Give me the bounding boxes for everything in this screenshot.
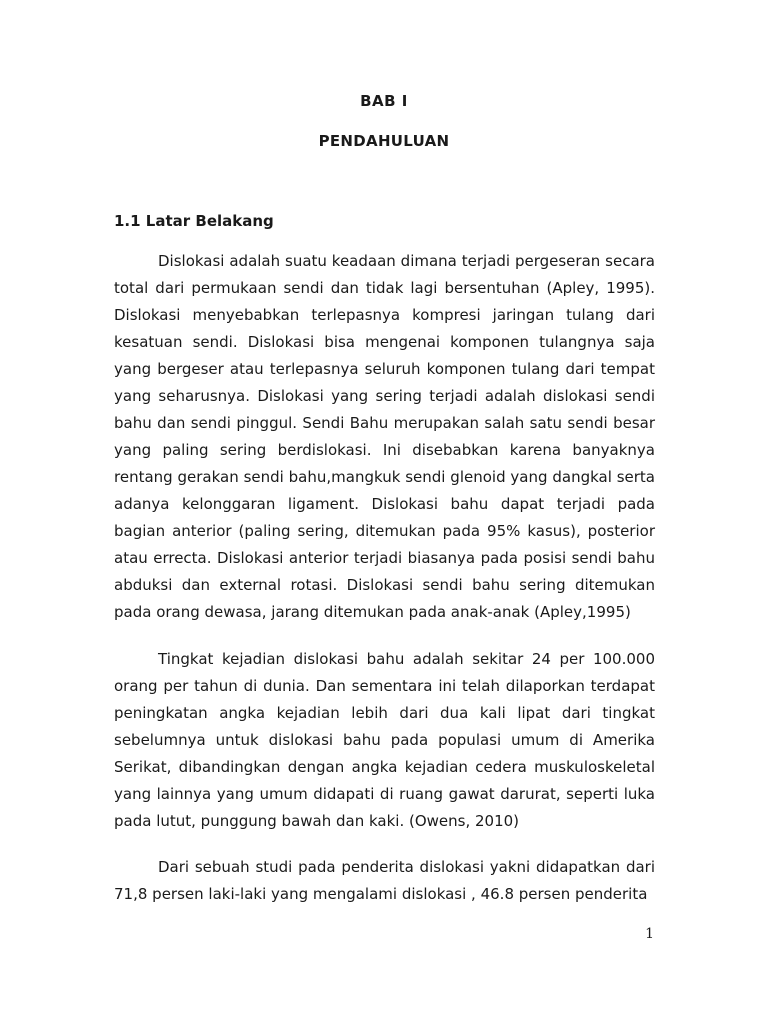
chapter-subtitle: PENDAHULUAN	[318, 132, 450, 150]
section-heading: 1.1 Latar Belakang	[114, 212, 274, 230]
chapter-title: BAB I	[360, 92, 408, 110]
paragraph: Dari sebuah studi pada penderita dislokasi yakni didapatkan dari 71,8 persen laki-laki yang mengalami dislokasi , 46.8 persen penderita	[114, 858, 655, 903]
paragraph: Tingkat kejadian dislokasi bahu adalah sekitar 24 per 100.000 orang per tahun di dunia. Dan sementara ini telah dilaporkan terdapat peningkatan angka kejadian lebih dari dua kali lipat dari tingkat sebelumnya untuk dislokasi bahu pada populasi umum di Amerika Serikat, dibandingkan dengan angka kejadian cedera muskuloskeletal yang lainnya yang umum didapati di ruang gawat darurat, seperti luka pada lutut, punggung bawah dan kaki. (Owens, 2010)	[114, 650, 655, 830]
paragraph: Dislokasi adalah suatu keadaan dimana terjadi pergeseran secara total dari permukaan sendi dan tidak lagi bersentuhan (Apley, 1995). Dislokasi menyebabkan terlepasnya kompresi jaringan tulang dari kesatuan sendi. Dislokasi bisa mengenai komponen tulangnya saja yang bergeser atau terlepasnya seluruh komponen tulang dari tempat yang seharusnya. Dislokasi yang sering terjadi adalah dislokasi sendi bahu dan sendi pinggul. Sendi Bahu merupakan salah satu sendi besar yang paling sering berdislokasi. Ini disebabkan karena banyaknya rentang gerakan sendi bahu,mangkuk sendi glenoid yang dangkal serta adanya kelonggaran ligament. Dislokasi bahu dapat terjadi pada bagian anterior (paling sering, ditemukan pada 95% kasus), posterior atau errecta. Dislokasi anterior terjadi biasanya pada posisi sendi bahu abduksi dan external rotasi. Dislokasi sendi bahu sering ditemukan pada orang dewasa, jarang ditemukan pada anak-anak (Apley,1995)	[114, 252, 655, 621]
page-number: 1	[645, 926, 654, 942]
